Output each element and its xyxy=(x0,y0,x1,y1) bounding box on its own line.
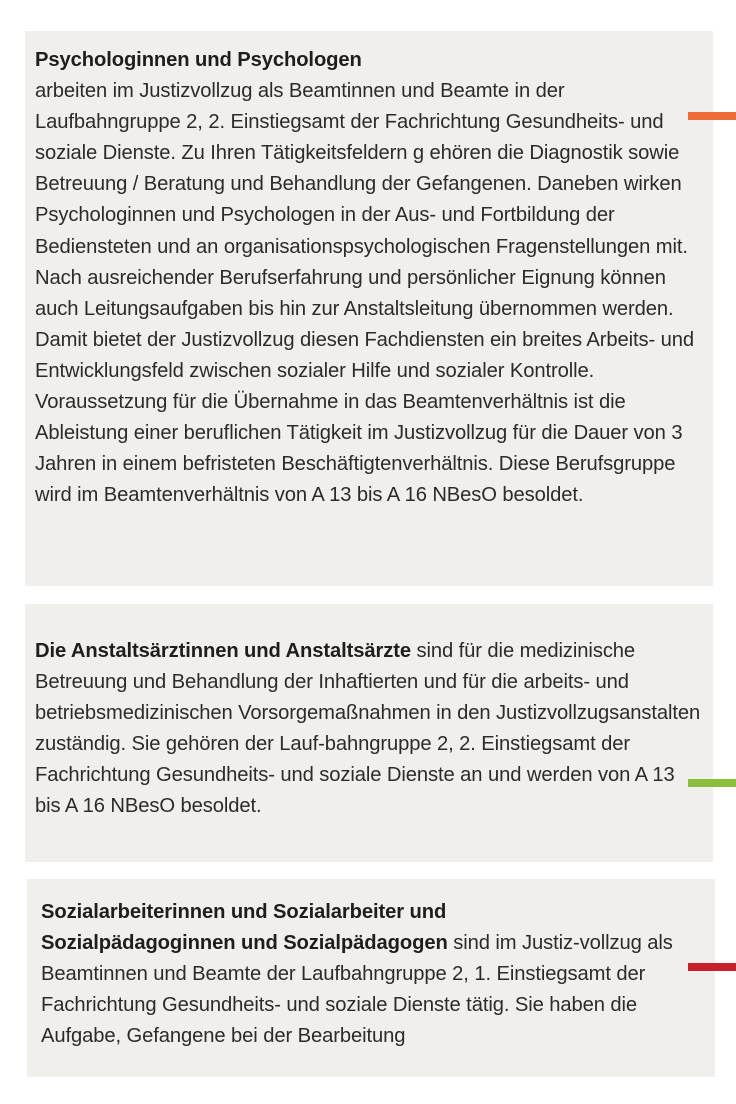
section-heading-line2: Sozialpädagoginnen und Sozialpädagogen xyxy=(41,932,448,955)
section-text xyxy=(35,636,705,823)
accent-bar-orange xyxy=(688,112,736,120)
section-body: sind im Justiz-vollzug als Beamtinnen und Beamte der Laufbahngruppe 2, 1. Einstiegsamt der Fachrichtung Gesundheits- und soziale Dienste tätig. Sie haben die Aufgabe, Gefangene bei der Bearbeitung xyxy=(41,932,673,1048)
section-text xyxy=(35,45,705,511)
accent-bar-red xyxy=(688,963,736,971)
section-body: sind für die medizinische Betreuung und Behandlung der Inhaftierten und für die arbeits- und betriebsmedizinischen Vorsorgemaßnahmen in den Justizvollzugsanstalten zuständig. Sie gehören der Lauf-bahngruppe 2, 2. Einstiegsamt der Fachrichtung Gesundheits- und soziale Dienste an und werden von A 13 bis A 16 NBesO besoldet. xyxy=(35,640,701,818)
section-body: arbeiten im Justizvollzug als Beamtinnen und Beamte in der Laufbahngruppe 2, 2. Einstiegsamt der Fachrichtung Gesundheits- und soziale Dienste. Zu Ihren Tätigkeitsfeldern g ehören die Diagnostik sowie Betreuung / Beratung und Behandlung der Gefangenen. Daneben wirken Psychologinnen und Psychologen in der Aus- und Fortbildung der Bediensteten und an organisationspsychologischen Fragenstellungen mit. Nach ausreichender Berufserfahrung und persönlicher Eignung können auch Leitungsaufgaben bis hin zur Anstaltsleitung übernommen werden. Damit bietet der Justizvollzug diesen Fachdiensten ein breites Arbeits- und Entwicklungsfeld zwischen sozialer Hilfe und sozialer Kontrolle. Voraussetzung für die Übernahme in das Beamtenverhältnis ist die Ableistung einer beruflichen Tätigkeit im Justizvollzug für die Dauer von 3 Jahren in einem befristeten Beschäftigtenverhältnis. Diese Berufsgruppe wird im Beamtenverhältnis von A 13 bis A 16 NBesO besoldet. xyxy=(35,80,695,507)
section-heading: Die Anstaltsärztinnen und Anstaltsärzte xyxy=(35,640,411,662)
section-text xyxy=(41,897,707,1052)
section-heading-line1: Sozialarbeiterinnen und Sozialarbeiter und xyxy=(41,901,447,923)
section-psychologists xyxy=(25,31,713,586)
section-social-workers xyxy=(27,879,715,1077)
accent-bar-green xyxy=(688,779,736,787)
section-physicians xyxy=(25,604,713,862)
section-heading: Psychologinnen und Psychologen xyxy=(35,49,362,71)
